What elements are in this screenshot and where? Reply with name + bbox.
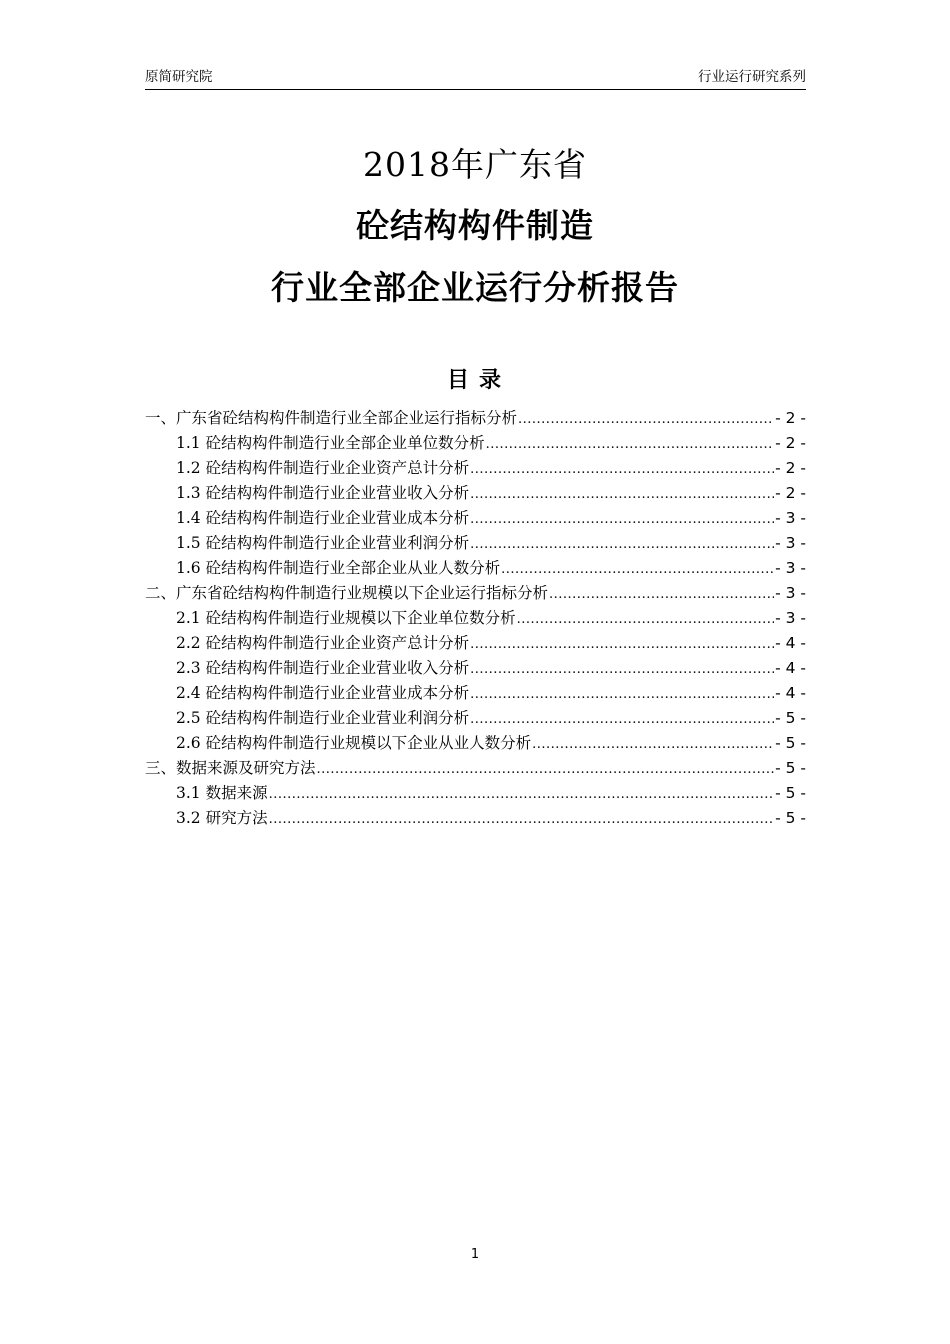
toc-entry[interactable] bbox=[145, 556, 806, 581]
toc-entry-label: 1.5 砼结构构件制造行业企业营业利润分析 bbox=[176, 534, 470, 552]
toc-leader-dots bbox=[518, 407, 774, 432]
toc-entry[interactable] bbox=[145, 706, 806, 731]
toc-entry-page: - 2 - bbox=[775, 459, 806, 477]
toc-entry-page: - 3 - bbox=[775, 534, 806, 552]
toc-leader-dots bbox=[269, 782, 775, 807]
toc-entry[interactable] bbox=[145, 681, 806, 706]
toc-entry-label: 1.2 砼结构构件制造行业企业资产总计分析 bbox=[176, 459, 470, 477]
toc-entry-page: - 3 - bbox=[775, 509, 806, 527]
toc-entry-label: 1.3 砼结构构件制造行业企业营业收入分析 bbox=[176, 484, 470, 502]
toc-entry-label: 1.6 砼结构构件制造行业全部企业从业人数分析 bbox=[176, 559, 501, 577]
toc-leader-dots bbox=[470, 707, 774, 732]
toc-leader-dots bbox=[470, 457, 774, 482]
toc-entry-label: 1.4 砼结构构件制造行业企业营业成本分析 bbox=[176, 509, 470, 527]
toc-entry[interactable] bbox=[145, 456, 806, 481]
toc-entry[interactable] bbox=[145, 481, 806, 506]
header-divider bbox=[145, 89, 806, 90]
toc-leader-dots bbox=[317, 757, 775, 782]
toc-entry-page: - 5 - bbox=[775, 759, 806, 777]
report-title-line-3: 行业全部企业运行分析报告 bbox=[271, 268, 679, 307]
toc-entry[interactable] bbox=[145, 781, 806, 806]
toc-leader-dots bbox=[470, 532, 774, 557]
toc-leader-dots bbox=[269, 807, 775, 832]
toc-entry[interactable] bbox=[145, 531, 806, 556]
toc-entry[interactable] bbox=[145, 656, 806, 681]
toc-entry-label: 2.4 砼结构构件制造行业企业营业成本分析 bbox=[176, 684, 470, 702]
toc-leader-dots bbox=[532, 732, 774, 757]
toc-entry-label: 2.2 砼结构构件制造行业企业资产总计分析 bbox=[176, 634, 470, 652]
toc-leader-dots bbox=[470, 657, 774, 682]
toc-entry[interactable] bbox=[145, 406, 806, 431]
toc-entry-page: - 4 - bbox=[775, 684, 806, 702]
toc-entry[interactable] bbox=[145, 606, 806, 631]
toc-leader-dots bbox=[501, 557, 774, 582]
toc-entry-page: - 4 - bbox=[775, 634, 806, 652]
page-number: 1 bbox=[470, 1247, 480, 1262]
toc-leader-dots bbox=[470, 632, 774, 657]
toc-leader-dots bbox=[549, 582, 774, 607]
toc-entry-label: 3.2 研究方法 bbox=[176, 809, 268, 827]
toc-entry[interactable] bbox=[145, 631, 806, 656]
toc-entry-page: - 5 - bbox=[775, 809, 806, 827]
toc-leader-dots bbox=[470, 682, 774, 707]
table-of-contents bbox=[145, 406, 806, 831]
header-publisher: 原简研究院 bbox=[145, 69, 213, 85]
report-title-line-2: 砼结构构件制造 bbox=[356, 206, 594, 245]
toc-entry-label: 一、广东省砼结构构件制造行业全部企业运行指标分析 bbox=[145, 409, 518, 427]
report-title-line-1: 2018年广东省 bbox=[363, 145, 587, 184]
toc-heading: 目录 bbox=[446, 368, 511, 393]
toc-entry-label: 2.5 砼结构构件制造行业企业营业利润分析 bbox=[176, 709, 470, 727]
header-series: 行业运行研究系列 bbox=[698, 69, 806, 85]
toc-leader-dots bbox=[517, 607, 775, 632]
toc-entry-page: - 3 - bbox=[775, 584, 806, 602]
toc-entry-page: - 2 - bbox=[775, 434, 806, 452]
toc-leader-dots bbox=[470, 482, 774, 507]
page-header bbox=[145, 68, 806, 86]
toc-leader-dots bbox=[470, 507, 774, 532]
toc-entry[interactable] bbox=[145, 431, 806, 456]
toc-entry-label: 1.1 砼结构构件制造行业全部企业单位数分析 bbox=[176, 434, 485, 452]
toc-entry[interactable] bbox=[145, 756, 806, 781]
toc-entry[interactable] bbox=[145, 506, 806, 531]
toc-entry-page: - 2 - bbox=[775, 484, 806, 502]
toc-leader-dots bbox=[486, 432, 775, 457]
toc-entry-page: - 5 - bbox=[775, 784, 806, 802]
toc-entry[interactable] bbox=[145, 806, 806, 831]
toc-entry-page: - 2 - bbox=[775, 409, 806, 427]
toc-entry-label: 三、数据来源及研究方法 bbox=[145, 759, 316, 777]
toc-entry-page: - 5 - bbox=[775, 709, 806, 727]
toc-entry-page: - 4 - bbox=[775, 659, 806, 677]
toc-entry-page: - 3 - bbox=[775, 559, 806, 577]
toc-entry-label: 二、广东省砼结构构件制造行业规模以下企业运行指标分析 bbox=[145, 584, 549, 602]
toc-entry-label: 2.3 砼结构构件制造行业企业营业收入分析 bbox=[176, 659, 470, 677]
toc-entry-label: 3.1 数据来源 bbox=[176, 784, 268, 802]
toc-entry[interactable] bbox=[145, 581, 806, 606]
toc-entry[interactable] bbox=[145, 731, 806, 756]
toc-entry-page: - 5 - bbox=[775, 734, 806, 752]
toc-entry-label: 2.6 砼结构构件制造行业规模以下企业从业人数分析 bbox=[176, 734, 532, 752]
toc-entry-page: - 3 - bbox=[775, 609, 806, 627]
toc-entry-label: 2.1 砼结构构件制造行业规模以下企业单位数分析 bbox=[176, 609, 516, 627]
